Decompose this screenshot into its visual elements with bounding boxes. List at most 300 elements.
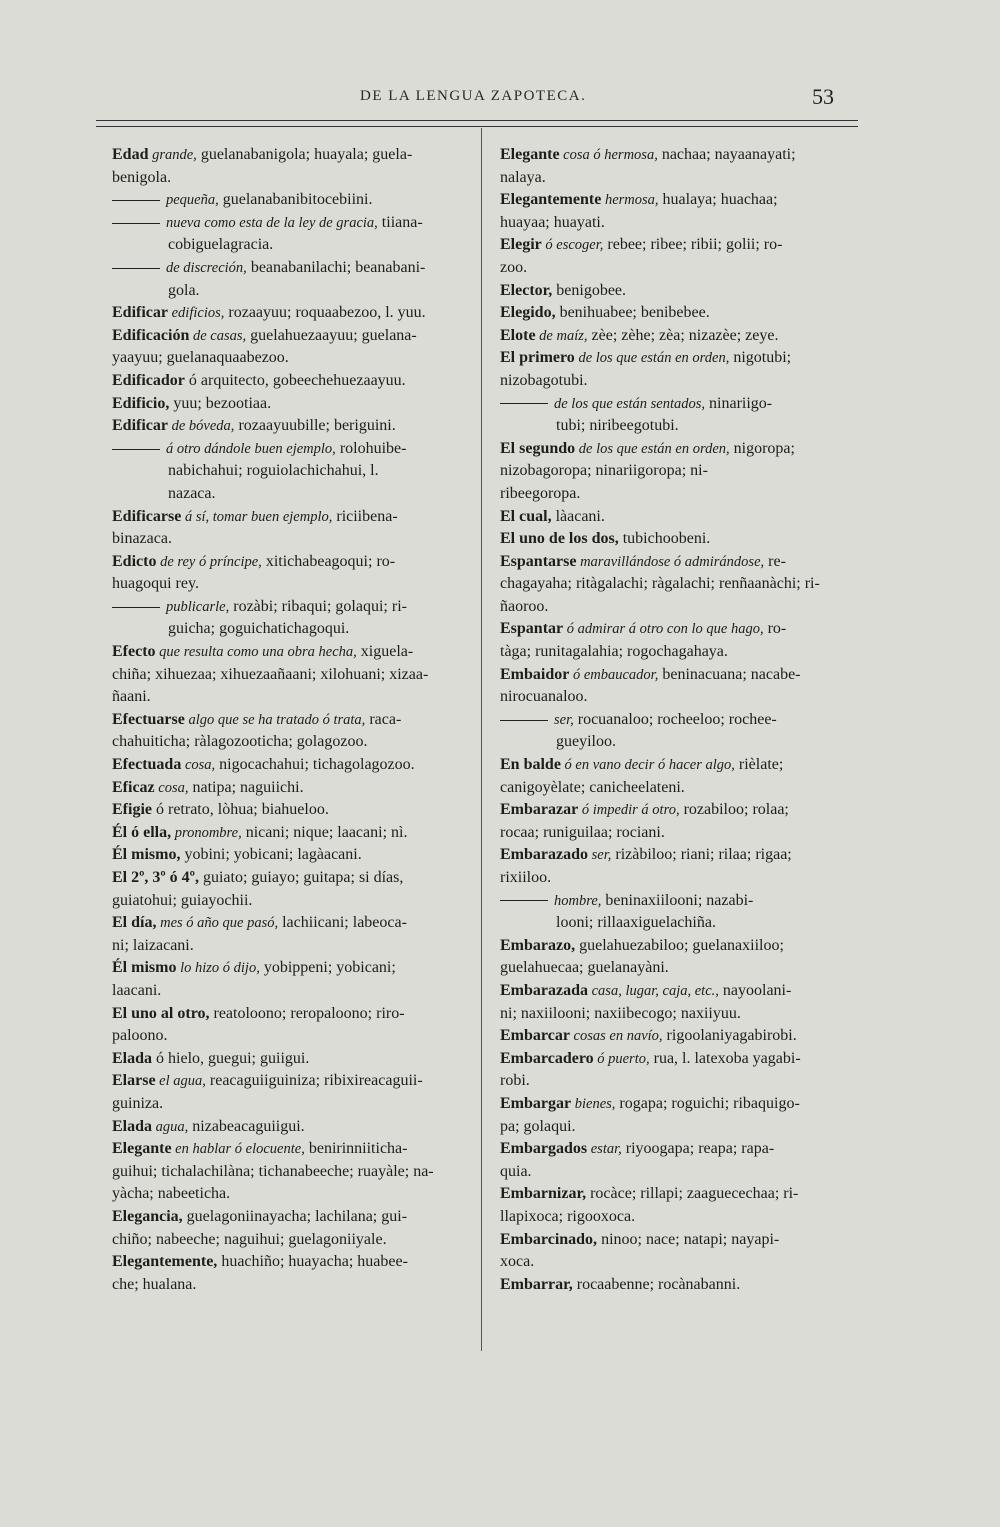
dictionary-entry bbox=[500, 799, 860, 844]
dictionary-entry bbox=[112, 1070, 474, 1115]
headword: Él mismo, bbox=[112, 846, 181, 864]
gloss-italic: mes ó año que pasó, bbox=[156, 915, 279, 932]
entry-continuation-line: chiña; xihuezaa; xihuezaañaani; xilohuani; xizaa- bbox=[112, 665, 429, 683]
definition-text: tubichoobeni. bbox=[618, 530, 711, 548]
gloss-italic: cosas en navío, bbox=[569, 1028, 663, 1045]
dictionary-entry bbox=[112, 844, 474, 867]
headword: Elote bbox=[500, 326, 536, 344]
dictionary-entry bbox=[112, 1116, 474, 1139]
entry-continuation-line: xoca. bbox=[500, 1253, 535, 1271]
dictionary-entry bbox=[112, 867, 474, 912]
headword: Embargar bbox=[500, 1094, 572, 1112]
entry-first-line bbox=[112, 799, 474, 822]
entry-first-line bbox=[112, 325, 474, 348]
definition-text: ó hielo, guegui; guiigui. bbox=[152, 1049, 310, 1067]
dictionary-entry bbox=[500, 506, 860, 529]
headword: Embarazo, bbox=[500, 936, 576, 954]
headword: Embarrar, bbox=[500, 1275, 573, 1293]
definition-text: zèe; zèhe; zèa; nizazèe; zeye. bbox=[587, 326, 779, 344]
entry-continuation-line: yaayuu; guelanaquaabezoo. bbox=[112, 349, 289, 367]
gloss-italic: maravillándose ó admirándose, bbox=[576, 553, 765, 570]
definition-text: guiato; guiayo; guitapa; si días, bbox=[198, 869, 404, 886]
entry-continuation-line: nabichahui; roguiolachichahui, l. bbox=[168, 462, 379, 480]
dictionary-entry bbox=[500, 980, 860, 1025]
repeat-dash bbox=[112, 223, 160, 224]
entry-first-line bbox=[500, 234, 860, 257]
entry-continuation-line: llapixoca; rigooxoca. bbox=[500, 1207, 636, 1225]
dictionary-entry bbox=[500, 664, 860, 709]
definition-text: natipa; naguiichi. bbox=[188, 778, 304, 796]
definition-text: rebee; ribee; ribii; golii; ro- bbox=[603, 236, 783, 254]
dictionary-entry bbox=[112, 957, 474, 1002]
dictionary-entry bbox=[112, 302, 474, 325]
headword: Elada bbox=[112, 1117, 153, 1135]
headword: El cual, bbox=[500, 507, 552, 525]
gloss-italic: agua, bbox=[152, 1118, 189, 1135]
definition-text: yobini; yobicani; lagàacani. bbox=[180, 846, 362, 864]
headword: El día, bbox=[112, 914, 157, 932]
dictionary-entry bbox=[500, 1048, 860, 1093]
dictionary-entry bbox=[500, 618, 860, 663]
entry-first-line bbox=[112, 754, 474, 777]
headword: El uno al otro, bbox=[112, 1004, 210, 1022]
dictionary-entry bbox=[112, 912, 474, 957]
entry-continuation-line: rixiiloo. bbox=[500, 869, 552, 886]
entry-first-line bbox=[500, 1138, 860, 1161]
entry-continuation-line: che; hualana. bbox=[112, 1275, 197, 1293]
dictionary-entry bbox=[500, 890, 860, 935]
definition-text: beninacuana; nacabe- bbox=[658, 665, 801, 683]
dictionary-entry bbox=[112, 596, 474, 641]
entry-continuation-line: nalaya. bbox=[500, 168, 546, 186]
entry-first-line bbox=[500, 280, 860, 303]
entry-first-line bbox=[500, 664, 860, 687]
repeat-dash bbox=[500, 900, 548, 901]
dictionary-entry bbox=[112, 641, 474, 709]
gloss-italic: ser, bbox=[588, 847, 612, 864]
definition-text: rozaayuubille; beriguini. bbox=[234, 417, 396, 435]
definition-text: ó retrato, lòhua; biahueloo. bbox=[152, 801, 329, 819]
definition-text: rogapa; roguichi; ribaquigo- bbox=[615, 1094, 800, 1112]
entry-first-line bbox=[500, 935, 860, 958]
definition-text: beanabanilachi; beanabani- bbox=[246, 258, 426, 276]
definition-text: rocaabenne; rocànabanni. bbox=[572, 1275, 741, 1293]
headword: Él ó ella, bbox=[112, 823, 172, 841]
entry-first-line bbox=[112, 1138, 474, 1161]
definition-text: rigoolaniyagabirobi. bbox=[662, 1027, 797, 1045]
entry-continuation-line: ñaani. bbox=[112, 688, 151, 706]
dictionary-entry bbox=[500, 234, 860, 279]
definition-text: nigoropa; bbox=[729, 439, 795, 457]
dictionary-entry bbox=[112, 1251, 474, 1296]
entry-continuation-line: nazaca. bbox=[168, 484, 216, 502]
entry-continuation-line: guiniza. bbox=[112, 1094, 164, 1112]
gloss-italic: de discreción, bbox=[166, 259, 247, 276]
dictionary-entry bbox=[112, 144, 474, 189]
dictionary-entry bbox=[112, 822, 474, 845]
headword: Edificarse bbox=[112, 507, 182, 525]
entry-first-line bbox=[500, 302, 860, 325]
gloss-italic: pequeña, bbox=[166, 192, 219, 209]
definition-text: huachiño; huayacha; huabee- bbox=[217, 1253, 408, 1271]
definition-text: guelanabanigola; huayala; guela- bbox=[196, 146, 413, 163]
headword: Edificador bbox=[112, 371, 185, 389]
header-rule-top bbox=[96, 120, 858, 121]
definition-text: nicani; nique; laacani; nì. bbox=[241, 823, 408, 841]
definition-text: beninaxiilooni; nazabi- bbox=[601, 891, 754, 909]
entry-continuation-line: nirocuanaloo. bbox=[500, 688, 588, 706]
definition-text: benigobee. bbox=[552, 281, 627, 299]
gloss-italic: cosa, bbox=[154, 779, 189, 796]
entry-continuation-line: guelahuecaa; guelanayàni. bbox=[500, 959, 669, 977]
entry-first-line bbox=[112, 212, 474, 235]
entry-continuation-line: robi. bbox=[500, 1072, 530, 1090]
headword: Edificio, bbox=[112, 394, 170, 412]
definition-text: tiiana- bbox=[377, 213, 423, 231]
entry-continuation-line: cobiguelagracia. bbox=[168, 236, 274, 254]
dictionary-entry bbox=[500, 347, 860, 392]
headword: Elector, bbox=[500, 281, 553, 299]
entry-continuation-line: huayaa; huayati. bbox=[500, 213, 605, 231]
gloss-italic: estar, bbox=[587, 1141, 622, 1158]
entry-first-line bbox=[112, 1070, 474, 1093]
dictionary-entry bbox=[500, 551, 860, 619]
entry-first-line bbox=[112, 189, 474, 212]
headword: Efectuada bbox=[112, 756, 182, 774]
entry-first-line bbox=[112, 257, 474, 280]
headword: En balde bbox=[500, 756, 561, 774]
gloss-italic: de rey ó príncipe, bbox=[156, 553, 262, 570]
entry-first-line bbox=[112, 302, 474, 325]
headword: Edad bbox=[112, 146, 149, 163]
definition-text: rocàce; rillapi; zaaguecechaa; ri- bbox=[586, 1185, 799, 1203]
dictionary-entry bbox=[112, 393, 474, 416]
page-number: 53 bbox=[812, 84, 834, 109]
dictionary-entry bbox=[112, 1206, 474, 1251]
entry-first-line bbox=[112, 1206, 474, 1229]
dictionary-entry bbox=[112, 370, 474, 393]
dictionary-entry bbox=[112, 709, 474, 754]
gloss-italic: publicarle, bbox=[166, 598, 230, 615]
dictionary-entry bbox=[500, 189, 860, 234]
definition-text: raca- bbox=[365, 710, 402, 728]
entry-first-line bbox=[500, 438, 860, 461]
headword: Elegir bbox=[500, 236, 542, 254]
running-header: DE LA LENGUA ZAPOTECA. bbox=[360, 88, 587, 104]
entry-first-line bbox=[112, 957, 474, 980]
dictionary-entry bbox=[500, 1025, 860, 1048]
dictionary-entry bbox=[500, 302, 860, 325]
entry-first-line bbox=[500, 1025, 860, 1048]
entry-first-line bbox=[500, 754, 860, 777]
definition-text: nayoolani- bbox=[718, 981, 792, 999]
dictionary-entry bbox=[500, 325, 860, 348]
dictionary-entry bbox=[500, 754, 860, 799]
gloss-italic: nueva como esta de la ley de gracia, bbox=[166, 214, 378, 231]
definition-text: xiguela- bbox=[356, 643, 414, 661]
entry-first-line bbox=[112, 912, 474, 935]
entry-first-line bbox=[112, 1003, 474, 1026]
entry-first-line bbox=[112, 1251, 474, 1274]
entry-first-line bbox=[500, 1093, 860, 1116]
dictionary-entry bbox=[112, 754, 474, 777]
dictionary-entry bbox=[500, 1138, 860, 1183]
right-column bbox=[500, 144, 860, 1296]
entry-continuation-line: pa; golaqui. bbox=[500, 1117, 576, 1135]
dictionary-entry bbox=[112, 257, 474, 302]
entry-first-line bbox=[112, 370, 474, 393]
definition-text: rizàbiloo; riani; rilaa; rigaa; bbox=[611, 846, 792, 864]
gloss-italic: que resulta como una obra hecha, bbox=[155, 644, 357, 661]
entry-continuation-line: zoo. bbox=[500, 258, 528, 276]
definition-text: riciibena- bbox=[332, 507, 398, 525]
dictionary-entry bbox=[112, 1003, 474, 1048]
entry-first-line bbox=[500, 618, 860, 641]
gloss-italic: ó admirar á otro con lo que hago, bbox=[563, 621, 764, 638]
column-divider bbox=[481, 128, 482, 1351]
dictionary-entry bbox=[500, 935, 860, 980]
gloss-italic: á otro dándole buen ejemplo, bbox=[166, 440, 336, 457]
definition-text: rozabiloo; rolaa; bbox=[679, 801, 789, 819]
header-rule-bottom bbox=[96, 126, 858, 127]
headword: El 2º, 3º ó 4º, bbox=[112, 869, 199, 886]
dictionary-entry bbox=[112, 438, 474, 506]
gloss-italic: de los que están en orden, bbox=[574, 350, 730, 367]
entry-first-line bbox=[500, 189, 860, 212]
headword: Efectuarse bbox=[112, 710, 185, 728]
entry-continuation-line: chagayaha; ritàgalachi; ràgalachi; renñaanàchi; ri- bbox=[500, 575, 820, 593]
entry-continuation-line: quia. bbox=[500, 1162, 532, 1180]
definition-text: guelahuezabiloo; guelanaxiiloo; bbox=[575, 936, 784, 954]
entry-first-line bbox=[112, 822, 474, 845]
repeat-dash bbox=[500, 720, 548, 721]
definition-text: benirinniiticha- bbox=[304, 1140, 408, 1158]
dictionary-entry bbox=[112, 1048, 474, 1071]
headword: Elarse bbox=[112, 1072, 156, 1090]
definition-text: rozàbi; ribaqui; golaqui; ri- bbox=[229, 597, 407, 615]
headword: Efecto bbox=[112, 643, 156, 661]
headword: Embarazado bbox=[500, 846, 588, 864]
entry-continuation-line: guiatohui; guiayochii. bbox=[112, 891, 253, 909]
entry-first-line bbox=[112, 144, 474, 167]
entry-first-line bbox=[500, 709, 860, 732]
entry-first-line bbox=[112, 867, 474, 890]
definition-text: nachaa; nayaanayati; bbox=[657, 146, 796, 163]
entry-continuation-line: chahuiticha; ràlagozooticha; golagozoo. bbox=[112, 733, 368, 751]
headword: El uno de los dos, bbox=[500, 530, 619, 548]
entry-first-line bbox=[112, 596, 474, 619]
definition-text: guelahuezaayuu; guelana- bbox=[246, 326, 417, 344]
definition-text: re- bbox=[764, 552, 786, 570]
headword: Espantarse bbox=[500, 552, 577, 570]
definition-text: guelanabanibitocebiini. bbox=[218, 191, 373, 209]
entry-first-line bbox=[500, 980, 860, 1003]
headword: Embaidor bbox=[500, 665, 570, 683]
headword: Elada bbox=[112, 1049, 153, 1067]
headword: Embargados bbox=[500, 1140, 588, 1158]
headword: Elegante bbox=[112, 1140, 172, 1158]
entry-continuation-line: tàga; runitagalahia; rogochagahaya. bbox=[500, 643, 728, 661]
entry-continuation-line: tubi; niribeegotubi. bbox=[556, 417, 679, 435]
definition-text: benihuabee; benibebee. bbox=[555, 304, 710, 322]
definition-text: reacaguiiguiniza; ribixireacaguii- bbox=[205, 1072, 423, 1090]
dictionary-entry bbox=[500, 1274, 860, 1297]
headword: Él mismo bbox=[112, 959, 177, 977]
entry-continuation-line: rocaa; runiguilaa; rociani. bbox=[500, 823, 665, 841]
entry-first-line bbox=[112, 709, 474, 732]
gloss-italic: cosa, bbox=[181, 757, 216, 774]
gloss-italic: grande, bbox=[148, 147, 197, 163]
entry-continuation-line: nizobagotubi. bbox=[500, 371, 588, 389]
headword: Edificar bbox=[112, 304, 168, 322]
headword: Elegante bbox=[500, 146, 560, 163]
entry-continuation-line: ni; laizacani. bbox=[112, 936, 194, 954]
repeat-dash bbox=[112, 200, 160, 201]
definition-text: rua, l. latexoba yagabi- bbox=[649, 1049, 801, 1067]
gloss-italic: de maíz, bbox=[535, 327, 588, 344]
entry-first-line bbox=[112, 551, 474, 574]
entry-continuation-line: chiño; nabeeche; naguihui; guelagoniiyale. bbox=[112, 1230, 387, 1248]
entry-continuation-line: guihui; tichalachilàna; tichanabeeche; ruayàle; na- bbox=[112, 1162, 434, 1180]
gloss-italic: cosa ó hermosa, bbox=[559, 147, 658, 163]
definition-text: ó arquitecto, gobeechehuezaayuu. bbox=[184, 371, 406, 389]
entry-continuation-line: ni; naxiilooni; naxiibecogo; naxiiyuu. bbox=[500, 1004, 741, 1022]
gloss-italic: ó en vano decir ó hacer algo, bbox=[560, 757, 735, 774]
definition-text: nigocachahui; tichagolagozoo. bbox=[215, 756, 415, 774]
repeat-dash bbox=[112, 607, 160, 608]
dictionary-entry bbox=[500, 709, 860, 754]
entry-continuation-line: gueyiloo. bbox=[556, 733, 616, 751]
gloss-italic: ó escoger, bbox=[541, 237, 604, 254]
entry-first-line bbox=[500, 528, 860, 551]
dictionary-entry bbox=[112, 799, 474, 822]
headword: El segundo bbox=[500, 439, 576, 457]
entry-continuation-line: ribeegoropa. bbox=[500, 484, 581, 502]
gloss-italic: ó embaucador, bbox=[569, 666, 659, 683]
entry-first-line bbox=[500, 890, 860, 913]
entry-first-line bbox=[500, 1229, 860, 1252]
headword: Eficaz bbox=[112, 778, 155, 796]
headword: Edicto bbox=[112, 552, 157, 570]
entry-continuation-line: canigoyèlate; canicheelateni. bbox=[500, 778, 685, 796]
entry-first-line bbox=[112, 506, 474, 529]
definition-text: yobippeni; yobicani; bbox=[259, 959, 396, 977]
headword: Embarcadero bbox=[500, 1049, 594, 1067]
headword: Embarazada bbox=[500, 981, 588, 999]
entry-continuation-line: guicha; goguichatichagoqui. bbox=[168, 620, 350, 638]
dictionary-entry bbox=[112, 189, 474, 212]
headword: Espantar bbox=[500, 620, 564, 638]
headword: Elegantemente bbox=[500, 191, 602, 209]
definition-text: hualaya; huachaa; bbox=[658, 191, 778, 209]
dictionary-entry bbox=[500, 528, 860, 551]
headword: Embarcar bbox=[500, 1027, 570, 1045]
left-column bbox=[112, 144, 474, 1296]
definition-text: rocuanaloo; rocheeloo; rochee- bbox=[573, 710, 777, 728]
gloss-italic: el agua, bbox=[155, 1073, 206, 1090]
definition-text: reatoloono; reropaloono; riro- bbox=[209, 1004, 405, 1022]
definition-text: nizabeacaguiigui. bbox=[188, 1117, 305, 1135]
entry-first-line bbox=[500, 393, 860, 416]
dictionary-entry bbox=[112, 551, 474, 596]
gloss-italic: ó impedir á otro, bbox=[578, 802, 680, 819]
gloss-italic: edificios, bbox=[168, 305, 225, 322]
entry-first-line bbox=[500, 1048, 860, 1071]
definition-text: riyoogapa; reapa; rapa- bbox=[621, 1140, 775, 1158]
gloss-italic: hombre, bbox=[554, 892, 602, 909]
headword: Embarcinado, bbox=[500, 1230, 598, 1248]
headword: Edificación bbox=[112, 326, 190, 344]
definition-text: ro- bbox=[763, 620, 787, 638]
gloss-italic: pronombre, bbox=[171, 824, 242, 841]
definition-text: rolohuibe- bbox=[335, 439, 407, 457]
dictionary-entry bbox=[500, 280, 860, 303]
entry-continuation-line: gola. bbox=[168, 281, 200, 299]
gloss-italic: lo hizo ó dijo, bbox=[176, 960, 260, 977]
gloss-italic: de los que están en orden, bbox=[575, 440, 730, 457]
definition-text: nigotubi; bbox=[729, 349, 792, 367]
entry-first-line bbox=[500, 347, 860, 370]
headword: El primero bbox=[500, 349, 575, 367]
dictionary-entry bbox=[112, 1138, 474, 1206]
entry-first-line bbox=[500, 144, 860, 167]
gloss-italic: bienes, bbox=[571, 1095, 616, 1112]
entry-first-line bbox=[112, 415, 474, 438]
definition-text: rièlate; bbox=[734, 756, 784, 774]
headword: Efigie bbox=[112, 801, 152, 819]
entry-first-line bbox=[500, 506, 860, 529]
headword: Elegancia, bbox=[112, 1207, 183, 1225]
dictionary-entry bbox=[500, 1183, 860, 1228]
definition-text: ninariigo- bbox=[705, 394, 773, 412]
gloss-italic: hermosa, bbox=[601, 192, 659, 209]
dictionary-entry bbox=[112, 325, 474, 370]
entry-continuation-line: yàcha; nabeeticha. bbox=[112, 1185, 231, 1203]
definition-text: yuu; bezootiaa. bbox=[169, 394, 272, 412]
dictionary-entry bbox=[112, 212, 474, 257]
gloss-italic: ó puerto, bbox=[593, 1050, 650, 1067]
gloss-italic: casa, lugar, caja, etc., bbox=[588, 982, 719, 999]
headword: Embarazar bbox=[500, 801, 579, 819]
repeat-dash bbox=[112, 449, 160, 450]
headword: Elegido, bbox=[500, 304, 556, 322]
dictionary-entry bbox=[500, 393, 860, 438]
entry-first-line bbox=[112, 1116, 474, 1139]
entry-first-line bbox=[112, 844, 474, 867]
gloss-italic: de bóveda, bbox=[168, 418, 235, 435]
dictionary-entry bbox=[500, 844, 860, 889]
gloss-italic: á sí, tomar buen ejemplo, bbox=[181, 508, 333, 525]
headword: Edificar bbox=[112, 417, 168, 435]
dictionary-entry bbox=[500, 1093, 860, 1138]
definition-text: xitichabeagoqui; ro- bbox=[261, 552, 396, 570]
entry-continuation-line: nizobagoropa; ninariigoropa; ni- bbox=[500, 462, 708, 480]
definition-text: lachiicani; labeoca- bbox=[278, 914, 407, 932]
entry-first-line bbox=[500, 1274, 860, 1297]
definition-text: guelagoniinayacha; lachilana; gui- bbox=[182, 1207, 408, 1225]
repeat-dash bbox=[112, 268, 160, 269]
definition-text: làacani. bbox=[551, 507, 605, 525]
dictionary-entry bbox=[500, 438, 860, 506]
headword: Embarnizar, bbox=[500, 1185, 587, 1203]
entry-first-line bbox=[500, 844, 860, 867]
gloss-italic: de casas, bbox=[189, 327, 247, 344]
entry-first-line bbox=[500, 799, 860, 822]
dictionary-entry bbox=[112, 415, 474, 438]
gloss-italic: en hablar ó elocuente, bbox=[171, 1141, 305, 1158]
gloss-italic: de los que están sentados, bbox=[554, 395, 706, 412]
entry-first-line bbox=[112, 438, 474, 461]
